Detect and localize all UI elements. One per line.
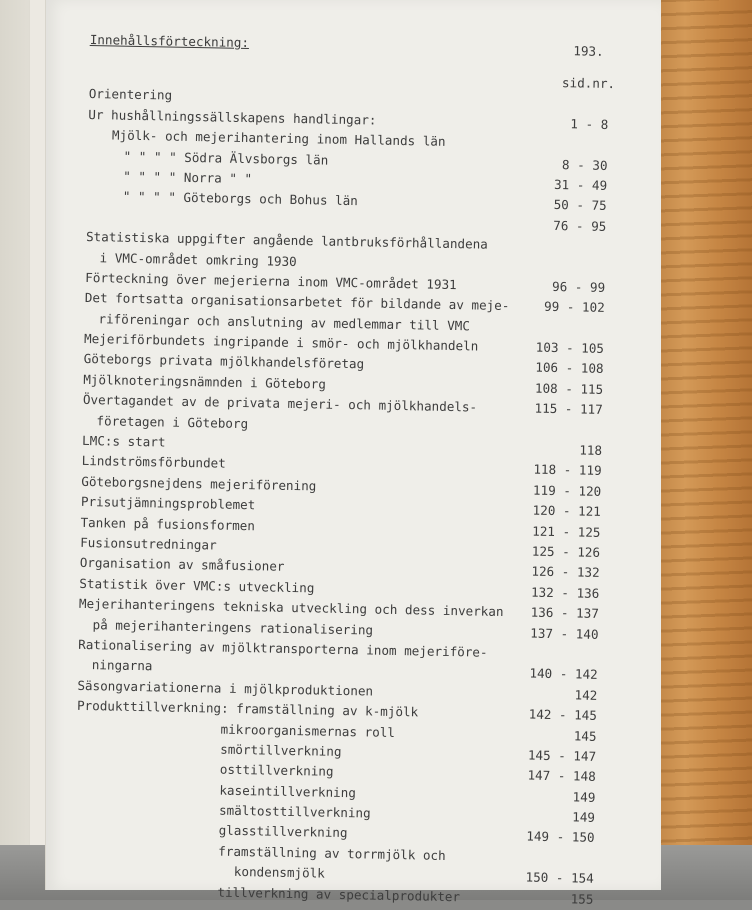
toc-entry-pages: 99 - 102 xyxy=(543,299,605,316)
toc-entry-pages: 118 xyxy=(579,442,603,458)
toc-entry-pages: 120 - 121 xyxy=(532,502,601,520)
toc-entry-title: riföreningar och anslutning av medlemmar till VMC xyxy=(98,310,471,334)
toc-entry-title: tillverkning av specialprodukter xyxy=(217,884,461,904)
page-number: 193. xyxy=(573,43,604,59)
toc-entry-pages: 1 - 8 xyxy=(570,116,609,132)
toc-entry-title: Orientering xyxy=(88,86,173,103)
toc-entry-title: Mjölk- och mejerihantering inom Hallands län xyxy=(111,127,446,150)
toc-entry-pages: 8 - 30 xyxy=(561,156,608,173)
toc-entry-title: Organisation av småfusioner xyxy=(79,555,285,575)
toc-entry-title: Mejeriförbundets ingripande i smör- och mjölkhandeln xyxy=(83,331,479,354)
toc-entry-title: Prisutjämningsproblemet xyxy=(80,494,256,513)
toc-entry-pages: 96 - 99 xyxy=(551,278,606,295)
toc-entry-title: Förteckning över mejerierna inom VMC-området 1931 xyxy=(85,269,457,292)
toc-entry-pages: 147 - 148 xyxy=(527,767,596,785)
toc-entry-pages: 137 - 140 xyxy=(530,625,599,642)
toc-entry-title: på mejerihanteringens rationalisering xyxy=(92,616,374,638)
toc-entry-pages: 136 - 137 xyxy=(530,604,600,622)
toc-entry-title: Det fortsatta organisationsarbetet för bildande av meje- xyxy=(84,290,510,314)
toc-entry-title: Statistik över VMC:s utveckling xyxy=(79,575,315,596)
toc-entry-pages: 103 - 105 xyxy=(535,339,605,357)
toc-entry-title: kondensmjölk xyxy=(233,864,325,881)
toc-entry-title: smältosttillverkning xyxy=(218,802,371,821)
toc-entry-title: mikroorganismernas roll xyxy=(220,721,396,740)
toc-entry-title: Övertagandet av de privata mejeri- och mjölkhandels- xyxy=(82,392,478,415)
toc-entry-title: " " " " Göteborgs och Bohus län xyxy=(122,189,358,209)
toc-entry-pages: 125 - 126 xyxy=(531,543,601,560)
toc-entry-pages: 132 - 136 xyxy=(530,584,600,601)
table-of-contents xyxy=(73,30,620,910)
toc-entry-title: " " " " Södra Älvsborgs län xyxy=(123,148,329,168)
toc-entry-title: Mejerihanteringens tekniska utveckling och dess inverkan xyxy=(78,596,504,620)
toc-entry-pages: 108 - 115 xyxy=(534,380,604,397)
toc-entry-pages: 118 - 119 xyxy=(533,462,602,479)
toc-entry-title: ningarna xyxy=(91,657,153,674)
toc-entries xyxy=(73,84,619,910)
toc-entry-title: Statistiska uppgifter angående lantbruksförhållandena xyxy=(85,229,488,252)
toc-entry-pages: 115 - 117 xyxy=(534,400,603,418)
toc-entry-title: företagen i Göteborg xyxy=(96,412,249,431)
toc-entry-title: Produkttillverkning: framställning av k-mjölk xyxy=(76,697,419,720)
toc-entry-pages: 145 - 147 xyxy=(527,747,597,764)
toc-entry-title: smörtillverkning xyxy=(220,741,342,759)
toc-entry-title: Rationalisering av mjölktransporterna inom mejeriföre- xyxy=(78,636,488,660)
column-label: sid.nr. xyxy=(561,75,616,92)
toc-entry-pages: 31 - 49 xyxy=(553,176,608,193)
toc-entry-title: glasstillverkning xyxy=(218,823,348,841)
toc-entry-title: i VMC-området omkring 1930 xyxy=(99,249,297,269)
toc-entry-pages: 126 - 132 xyxy=(531,563,600,581)
toc-entry-pages: 76 - 95 xyxy=(553,217,607,234)
toc-entry-pages: 142 - 145 xyxy=(528,706,598,723)
toc-entry-title: Ur hushållningssällskapens handlingar: xyxy=(88,106,377,128)
toc-entry-title: Lindströmsförbundet xyxy=(81,453,226,472)
toc-entry-pages: 149 - 150 xyxy=(526,828,595,846)
toc-entry-pages: 149 xyxy=(572,809,596,825)
toc-entry-pages: 149 xyxy=(572,789,596,805)
toc-entry-pages: 50 - 75 xyxy=(553,197,607,214)
toc-entry-pages: 121 - 125 xyxy=(532,523,601,540)
toc-entry-title: Mjölknoteringsnämnden i Göteborg xyxy=(83,371,327,392)
toc-heading: Innehållsförteckning: xyxy=(89,31,250,51)
toc-entry-title: " " " " Norra " " xyxy=(123,168,253,187)
toc-entry-title: Fusionsutredningar xyxy=(80,534,217,553)
toc-entry-title: Säsongvariationerna i mjölkproduktionen xyxy=(77,677,374,699)
toc-entry-title: osttillverkning xyxy=(219,761,334,780)
toc-entry-pages: 145 xyxy=(573,727,597,744)
toc-entry-title: Göteborgs privata mjölkhandelsföretag xyxy=(83,351,365,372)
toc-entry-pages: 155 xyxy=(570,891,594,907)
toc-entry-title: LMC:s start xyxy=(81,432,166,450)
toc-entry-pages: 150 - 154 xyxy=(525,869,594,887)
toc-entry-title: framställning av torrmjölk och xyxy=(218,843,446,863)
toc-entry-pages: 119 - 120 xyxy=(532,482,602,499)
toc-entry-pages: 142 xyxy=(574,687,598,703)
toc-entry-title: Göteborgsnejdens mejeriförening xyxy=(81,473,317,494)
toc-entry-pages: 140 - 142 xyxy=(529,665,598,683)
toc-entry-title: kaseintillverkning xyxy=(219,782,357,800)
toc-entry-title: Tanken på fusionsformen xyxy=(80,514,256,533)
toc-entry-pages: 106 - 108 xyxy=(535,360,604,377)
